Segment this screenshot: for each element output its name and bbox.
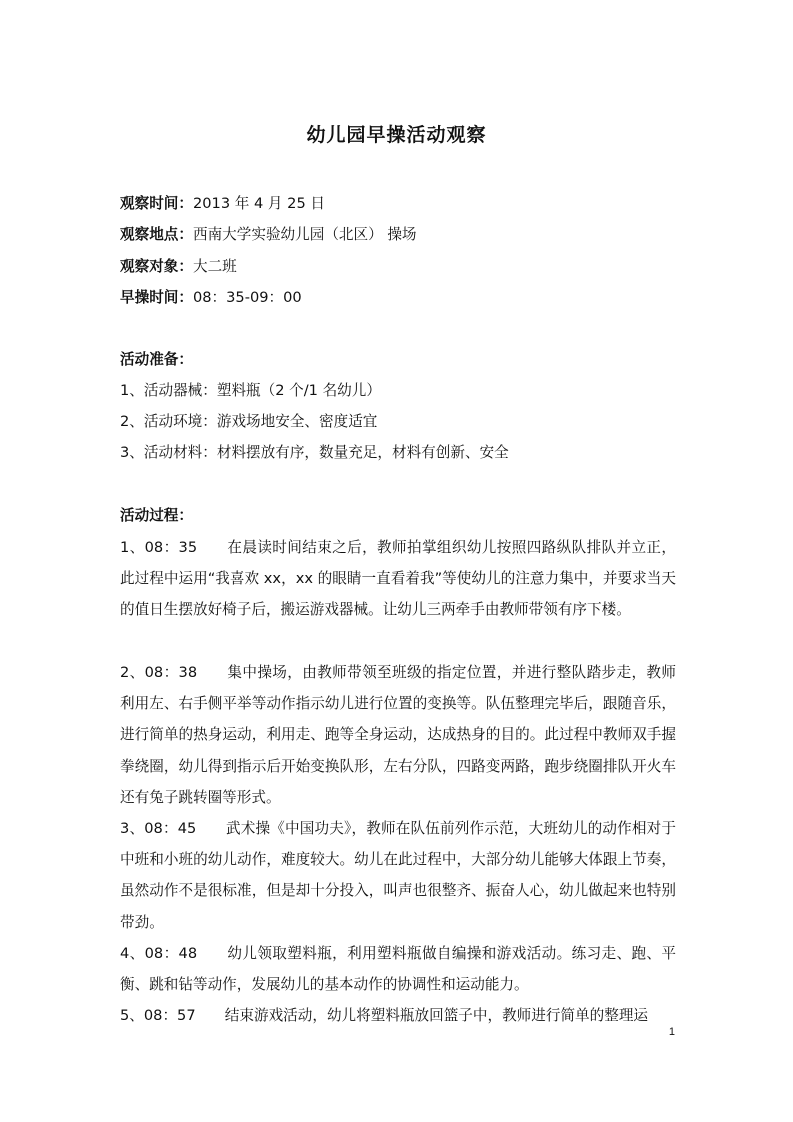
- preparation-heading: 活动准备：: [120, 351, 193, 368]
- process-paragraph-5: 5、08：57 结束游戏活动，幼儿将塑料瓶放回篮子中，教师进行简单的整理运: [120, 1007, 649, 1024]
- observation-place-value: 西南大学实验幼儿园（北区） 操场: [192, 226, 417, 243]
- process-paragraph-2: 2、08：38 集中操场，由教师带领至班级的指定位置，并进行整队踏步走，教师利用左、右手侧平举等动作指示幼儿进行位置的变换等。队伍整理完毕后，跟随音乐，进行简单的热身运动，利用走、跑等全身运动，达成热身的目的。此过程中教师双手握拳绕圈，幼儿得到指示后开始变换队形，左右分队，四路变两路，跑步绕圈排队开火车还有兔子跳转圈等形式。: [120, 664, 676, 806]
- observation-subject-label: 观察对象：: [120, 258, 193, 275]
- preparation-item: 2、活动环境：游戏场地安全、密度适宜: [120, 413, 378, 430]
- observation-time-label: 观察时间：: [120, 195, 193, 212]
- page-title: 幼儿园早操活动观察: [306, 124, 487, 146]
- observation-subject-value: 大二班: [192, 258, 237, 275]
- exercise-time-line: [120, 288, 680, 308]
- exercise-time-label: 早操时间：: [120, 289, 193, 306]
- observation-place-line: [120, 225, 680, 245]
- observation-time-line: [120, 194, 680, 214]
- page-number: 1: [668, 1026, 675, 1038]
- observation-place-label: 观察地点：: [120, 226, 193, 243]
- process-paragraph-3: 3、08：45 武术操《中国功夫》，教师在队伍前列作示范，大班幼儿的动作相对于中班和小班的幼儿动作，难度较大。幼儿在此过程中，大部分幼儿能够大体跟上节奏，虽然动作不是很标准，但是却十分投入，叫声也很整齐、振奋人心，幼儿做起来也特别带劲。: [120, 820, 676, 931]
- process-paragraph-4: 4、08：48 幼儿领取塑料瓶，利用塑料瓶做自编操和游戏活动。练习走、跑、平衡、跳和钻等动作，发展幼儿的基本动作的协调性和运动能力。: [120, 945, 676, 994]
- preparation-item: 3、活动材料：材料摆放有序，数量充足，材料有创新、安全: [120, 444, 509, 461]
- observation-subject-line: [120, 257, 680, 277]
- process-heading: 活动过程：: [120, 507, 193, 524]
- exercise-time-value: 08：35-09：00: [192, 289, 302, 306]
- observation-time-value: 2013 年 4 月 25 日: [192, 195, 325, 212]
- process-paragraph-1: 1、08：35 在晨读时间结束之后，教师拍掌组织幼儿按照四路纵队排队并立正，此过程中运用“我喜欢 xx，xx 的眼睛一直看着我”等使幼儿的注意力集中，并要求当天的值日生摆放好椅子后，搬运游戏器械。让幼儿三两牵手由教师带领有序下楼。: [120, 539, 676, 619]
- preparation-item: 1、活动器械：塑料瓶（2 个/1 名幼儿）: [120, 382, 381, 399]
